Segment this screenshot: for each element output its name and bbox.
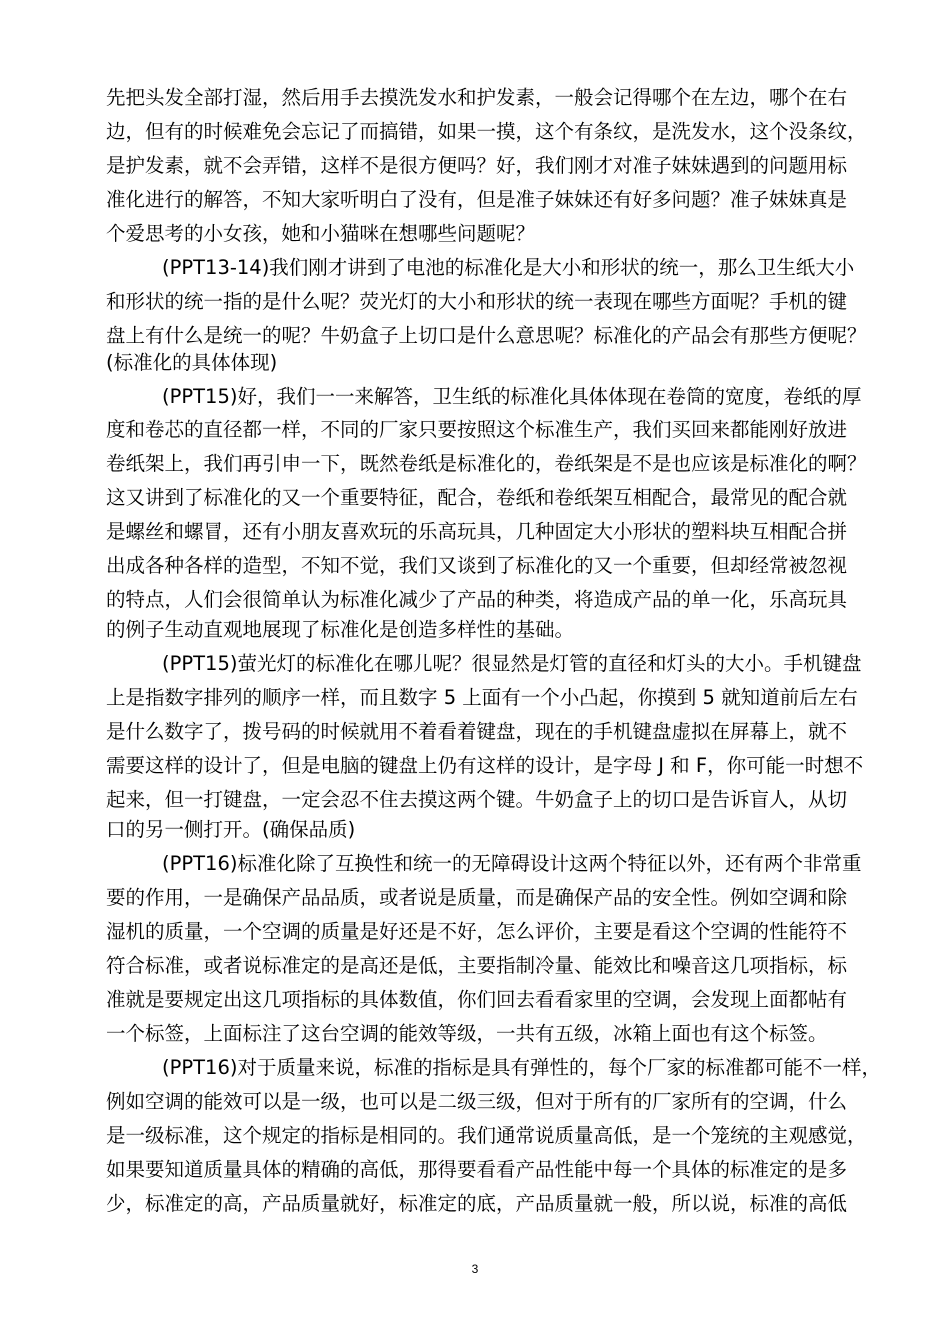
paragraph-first-line: (PPT16)对于质量来说，标准的指标是具有弹性的，每个厂家的标准都可能不一样， xyxy=(162,1056,881,1079)
text-line: 准就是要规定出这几项指标的具体数值，你们回去看看家里的空调，会发现上面都帖有 xyxy=(106,988,848,1011)
text-line: 例如空调的能效可以是一级，也可以是二级三级，但对于所有的厂家所有的空调，什么 xyxy=(106,1090,848,1113)
page-number: 3 xyxy=(471,1262,479,1276)
text-line: 出成各种各样的造型，不知不觉，我们又谈到了标准化的又一个重要，但却经常被忽视 xyxy=(106,554,848,577)
text-line: 一个标签，上面标注了这台空调的能效等级，一共有五级，冰箱上面也有这个标签。 xyxy=(106,1022,828,1045)
text-line: 需要这样的设计了，但是电脑的键盘上仍有这样的设计，是字母 J 和 F，你可能一时想不 xyxy=(106,754,864,777)
text-line: 是一级标准，这个规定的指标是相同的。我们通常说质量高低，是一个笼统的主观感觉， xyxy=(106,1124,867,1147)
paragraph-first-line: (PPT15)萤光灯的标准化在哪儿呢？很显然是灯管的直径和灯头的大小。手机键盘 xyxy=(162,652,862,675)
text-line: 要的作用，一是确保产品品质，或者说是质量，而是确保产品的安全性。例如空调和除 xyxy=(106,886,848,909)
text-line: 的例子生动直观地展现了标准化是创造多样性的基础。 xyxy=(106,618,575,641)
text-line: 口的另一侧打开。(确保品质) xyxy=(106,818,356,841)
text-line: 起来，但一打键盘，一定会忍不住去摸这两个键。牛奶盒子上的切口是告诉盲人，从切 xyxy=(106,788,848,811)
paragraph-first-line: (PPT13-14)我们刚才讲到了电池的标准化是大小和形状的统一，那么卫生纸大小 xyxy=(162,256,855,279)
text-line: 湿机的质量，一个空调的质量是好还是不好，怎么评价，主要是看这个空调的性能符不 xyxy=(106,920,848,943)
text-line: 是螺丝和螺冒，还有小朋友喜欢玩的乐高玩具，几种固定大小形状的塑料块互相配合拼 xyxy=(106,520,848,543)
text-line: 是护发素，就不会弄错，这样不是很方便吗？好，我们刚才对准子妹妹遇到的问题用标 xyxy=(106,154,848,177)
text-line: 卷纸架上，我们再引申一下，既然卷纸是标准化的，卷纸架是不是也应该是标准化的啊？ xyxy=(106,452,867,475)
text-line: 边，但有的时候难免会忘记了而搞错，如果一摸，这个有条纹，是洗发水，这个没条纹， xyxy=(106,120,867,143)
text-line: 和形状的统一指的是什么呢？荧光灯的大小和形状的统一表现在哪些方面呢？手机的键 xyxy=(106,290,848,313)
text-line: 先把头发全部打湿，然后用手去摸洗发水和护发素，一般会记得哪个在左边，哪个在右 xyxy=(106,86,848,109)
text-line: 符合标准，或者说标准定的是高还是低，主要指制冷量、能效比和噪音这几项指标，标 xyxy=(106,954,848,977)
text-line: 少，标准定的高，产品质量就好，标准定的底，产品质量就一般，所以说，标准的高低 xyxy=(106,1192,848,1215)
text-line: 是什么数字了，拨号码的时候就用不着看着键盘，现在的手机键盘虚拟在屏幕上，就不 xyxy=(106,720,848,743)
text-line: 度和卷芯的直径都一样，不同的厂家只要按照这个标准生产，我们买回来都能刚好放进 xyxy=(106,418,848,441)
section-note: (标准化的具体体现) xyxy=(106,351,278,374)
paragraph-first-line: (PPT16)标准化除了互换性和统一的无障碍设计这两个特征以外，还有两个非常重 xyxy=(162,852,862,875)
text-line: 准化进行的解答，不知大家听明白了没有，但是准子妹妹还有好多问题？准子妹妹真是 xyxy=(106,188,848,211)
text-line: 盘上有什么是统一的呢？牛奶盒子上切口是什么意思呢？标准化的产品会有那些方便呢？ xyxy=(106,324,867,347)
text-line: 个爱思考的小女孩，她和小猫咪在想哪些问题呢？ xyxy=(106,222,536,245)
text-line: 上是指数字排列的顺序一样，而且数字 5 上面有一个小凸起，你摸到 5 就知道前后左右 xyxy=(106,686,858,709)
text-line: 如果要知道质量具体的精确的高低，那得要看看产品性能中每一个具体的标准定的是多 xyxy=(106,1158,848,1181)
text-line: 这又讲到了标准化的又一个重要特征，配合，卷纸和卷纸架互相配合，最常见的配合就 xyxy=(106,486,848,509)
text-line: 的特点，人们会很简单认为标准化减少了产品的种类，将造成产品的单一化，乐高玩具 xyxy=(106,588,848,611)
paragraph-first-line: (PPT15)好，我们一一来解答，卫生纸的标准化具体体现在卷筒的宽度，卷纸的厚 xyxy=(162,385,862,408)
